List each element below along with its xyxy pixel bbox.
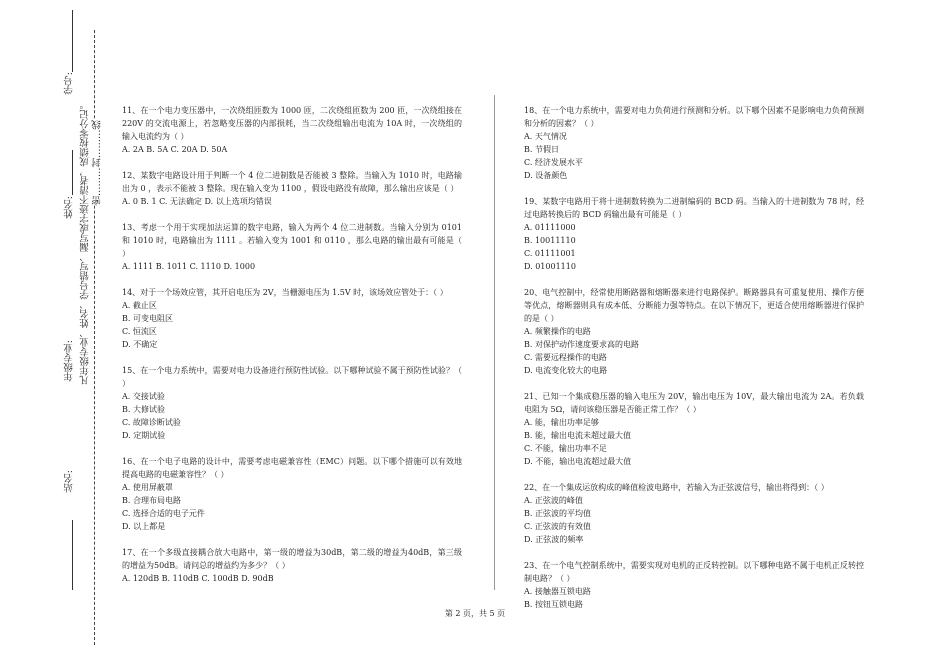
option-b: B. 按钮互锁电路 xyxy=(524,600,583,609)
option-b: B. 对保护动作速度要求高的电路 xyxy=(524,340,639,349)
option-b: B. 10011110 xyxy=(524,236,576,245)
question-17 xyxy=(122,546,462,585)
question-stem: 18、在一个电力系统中，需要对电力负荷进行预测和分析。以下哪个因素不是影响电力负荷预测和分析的因素？（ ） xyxy=(524,106,864,128)
option-b: B. 节假日 xyxy=(524,145,559,154)
student-id-label: 学号: xyxy=(64,72,75,95)
question-21 xyxy=(524,390,864,468)
left-column xyxy=(122,104,465,598)
question-14 xyxy=(122,286,462,351)
option-d: D. 设备颜色 xyxy=(524,171,568,180)
question-stem: 12、某数字电路设计用于判断一个 4 位二进制数是否能被 3 整除。当输入为 1010 时，电路输出为 0 ，表示不能被 3 整除。现在输入变为 1100 ，假设电路没有故障，那么输出应该是（ ） xyxy=(122,171,462,193)
option-d: D. 正弦波的频率 xyxy=(524,535,584,544)
option-c: C. 不能，输出功率不足 xyxy=(524,444,607,453)
option-d: D. 不确定 xyxy=(122,340,158,349)
option-d: D. 电流变化较大的电路 xyxy=(524,366,608,375)
question-options: A. 1111 B. 1011 C. 1110 D. 1000 xyxy=(122,262,256,271)
question-15 xyxy=(122,364,465,442)
question-stem: 23、在一个电气控制系统中，需要实现对电机的正反转控制。以下哪种电路不属于电机正反转控制电路？（ ） xyxy=(524,561,864,583)
question-16 xyxy=(122,455,462,533)
question-stem: 17、在一个多级直接耦合放大电路中，第一级的增益为30dB，第二级的增益为40dB，第三级的增益为50dB。请问总的增益约为多少？（ ） xyxy=(122,548,462,570)
question-options: A. 120dB B. 110dB C. 100dB D. 90dB xyxy=(122,574,274,583)
question-stem: 11、在一个电力变压器中，一次绕组匝数为 1000 匝，二次绕组匝数为 200 匝，一次绕组接在 220V 的交流电源上，若忽略变压器的内部损耗，当二次绕组输出电流为 10A 时，一次绕组的输入电流约为（ ） xyxy=(122,106,465,141)
option-c: C. 正弦波的有效值 xyxy=(524,522,591,531)
question-stem: 15、在一个电力系统中，需要对电力设备进行预防性试验。以下哪种试验不属于预防性试验？（ ） xyxy=(122,366,465,388)
grade-major-label: 年级专业: xyxy=(64,340,75,382)
option-a: A. 正弦波的峰值 xyxy=(524,496,583,505)
option-a: A. 使用屏蔽罩 xyxy=(122,483,173,492)
question-stem: 16、在一个电子电路的设计中，需要考虑电磁兼容性（EMC）问题。以下哪个措施可以有效地提高电路的电磁兼容性？（ ） xyxy=(122,457,462,479)
question-13 xyxy=(122,221,465,273)
question-22 xyxy=(524,481,864,546)
page-number: 第 2 页，共 5 页 xyxy=(444,609,506,618)
question-11 xyxy=(122,104,465,156)
question-12 xyxy=(122,169,462,208)
option-a: A. 接触器互锁电路 xyxy=(524,587,591,596)
question-stem: 22、在一个集成运放构成的峰值检波电路中，若输入为正弦波信号，输出将得到：（ ） xyxy=(524,483,829,492)
option-c: C. 恒流区 xyxy=(122,327,157,336)
option-d: D. 以上都是 xyxy=(122,522,166,531)
option-c: C. 选择合适的电子元件 xyxy=(122,509,205,518)
option-d: D. 定期试验 xyxy=(122,431,166,440)
option-c: C. 需要远程操作的电路 xyxy=(524,353,607,362)
option-a: A. 01111000 xyxy=(524,223,576,232)
question-stem: 13、考虑一个用于实现加法运算的数字电路，输入为两个 4 位二进制数。当输入分别为 0101 和 1010 时，电路输出为 1111 。若输入变为 1001 和 0110 ，那么电路的输出最有可能是（ ） xyxy=(122,223,465,258)
option-d: D. 不能，输出电流超过最大值 xyxy=(524,457,632,466)
option-c: C. 01111001 xyxy=(524,249,576,258)
option-c: C. 经济发展水平 xyxy=(524,158,583,167)
option-c: C. 故障诊断试验 xyxy=(122,418,181,427)
student-id-underline xyxy=(72,10,73,72)
warning-text: 凡年级专业、姓名、学号错写、漏写或字迹不清者，成绩按零分记。 xyxy=(80,100,91,385)
option-a: A. 截止区 xyxy=(122,301,157,310)
option-b: B. 正弦波的平均值 xyxy=(524,509,591,518)
column-divider xyxy=(494,95,495,590)
question-options: A. 0 B. 1 C. 无法确定 D. 以上选项均错误 xyxy=(122,197,272,206)
school-underline xyxy=(72,520,73,590)
option-b: B. 能，输出电流未超过最大值 xyxy=(524,431,631,440)
option-b: B. 合理布局电路 xyxy=(122,496,181,505)
question-stem: 14、对于一个场效应管，其开启电压为 2V，当栅源电压为 1.5V 时，该场效应管处于：（ ） xyxy=(122,288,448,297)
option-a: A. 频繁操作的电路 xyxy=(524,327,591,336)
option-a: A. 天气情况 xyxy=(524,132,567,141)
school-label: 站名: xyxy=(64,470,75,493)
name-label: 姓名: xyxy=(64,196,75,219)
question-20 xyxy=(524,286,864,377)
question-18 xyxy=(524,104,864,182)
option-d: D. 01001110 xyxy=(524,262,576,271)
binding-margin xyxy=(0,0,105,672)
question-23 xyxy=(524,559,864,611)
seal-line-text: 密………封………线 xyxy=(92,120,103,206)
option-b: B. 大修试验 xyxy=(122,405,165,414)
question-options: A. 2A B. 5A C. 20A D. 50A xyxy=(122,145,228,154)
option-b: B. 可变电阻区 xyxy=(122,314,173,323)
right-column xyxy=(524,104,864,624)
question-stem: 21、已知一个集成稳压器的输入电压为 20V，输出电压为 10V，最大输出电流为 2A。若负载电阻为 5Ω，请问该稳压器是否能正常工作？（ ） xyxy=(524,392,864,414)
name-underline xyxy=(72,150,73,195)
option-a: A. 能，输出功率足够 xyxy=(524,418,599,427)
question-stem: 20、电气控制中，经常使用断路器和熔断器来进行电路保护。断路器具有可重复使用、操作方便等优点，熔断器则具有成本低、分断能力强等特点。在以下情况下，更适合使用熔断器进行保护的是（ ） xyxy=(524,288,864,323)
question-stem: 19、某数字电路用于将十进制数转换为二进制编码的 BCD 码。当输入的十进制数为 78 时，经过电路转换后的 BCD 码输出最有可能是（ ） xyxy=(524,197,864,219)
question-19 xyxy=(524,195,864,273)
option-a: A. 交接试验 xyxy=(122,392,165,401)
